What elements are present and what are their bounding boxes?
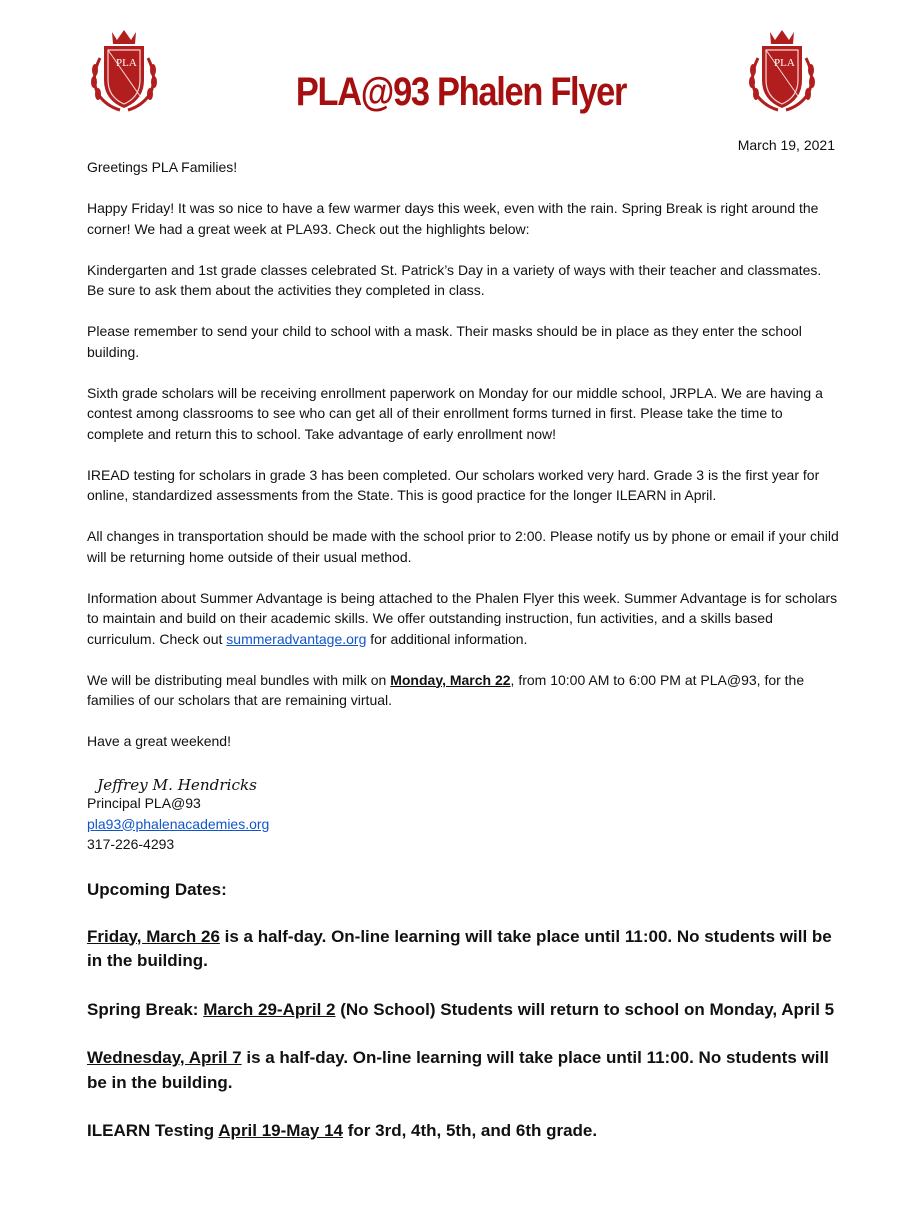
paragraph-intro: Happy Friday! It was so nice to have a few warmer days this week, even with the rain. Spring Break is right around the corner! We had a great week at PLA93. Check out the highlights below: bbox=[87, 200, 819, 237]
summer-text-end: for additional information. bbox=[366, 630, 528, 647]
upcoming-date: April 19-May 14 bbox=[218, 1121, 344, 1140]
meals-text: We will be distributing meal bundles with milk on bbox=[87, 671, 391, 688]
upcoming-item bbox=[87, 1046, 842, 1095]
summer-advantage-link[interactable]: summeradvantage.org bbox=[226, 630, 367, 647]
paragraph-transportation: All changes in transportation should be made with the school prior to 2:00. Please notify us by phone or email if your child will be returning home outside of their usual method. bbox=[87, 528, 839, 565]
flyer-title: PLA@93 Phalen Flyer bbox=[295, 70, 627, 114]
upcoming-prefix: Spring Break: bbox=[87, 999, 204, 1019]
upcoming-date: Wednesday, April 7 bbox=[87, 1048, 242, 1067]
upcoming-date: March 29-April 2 bbox=[203, 999, 336, 1019]
svg-text:PLA: PLA bbox=[116, 57, 137, 69]
greeting: Greetings PLA Families! bbox=[87, 159, 238, 175]
meals-text-end: , from 10:00 AM to 6:00 PM at PLA@93, for the families of our scholars that are remaining virtual. bbox=[87, 671, 805, 708]
letter-body bbox=[87, 157, 839, 855]
upcoming-heading: Upcoming Dates: bbox=[87, 880, 227, 899]
flyer-date: March 19, 2021 bbox=[737, 137, 835, 153]
upcoming-text: is a half-day. On-line learning will take place until 11:00. No students will be in the building. bbox=[87, 926, 832, 970]
svg-text:PLA: PLA bbox=[774, 57, 795, 69]
svg-text:Jeffrey M. Hendricks: Jeffrey M. Hendricks bbox=[97, 775, 257, 794]
paragraph-summer-advantage bbox=[87, 588, 839, 650]
upcoming-item bbox=[87, 925, 842, 974]
meal-date: Monday, March 22 bbox=[390, 671, 511, 688]
signer-title: Principal PLA@93 bbox=[87, 795, 201, 811]
upcoming-text: (No School) Students will return to school on Monday, April 5 bbox=[335, 999, 835, 1019]
upcoming-item bbox=[87, 1119, 842, 1144]
principal-email-link[interactable]: pla93@phalenacademies.org bbox=[87, 815, 270, 832]
upcoming-date: Friday, March 26 bbox=[87, 926, 220, 946]
summer-text: Information about Summer Advantage is being attached to the Phalen Flyer this week. Summer Advantage is for scholars to maintain and build on their academic skills. We offer outstanding instruction, fun activities, and a skills based curriculum. Check out bbox=[87, 589, 838, 647]
paragraph-st-patricks: Kindergarten and 1st grade classes celebrated St. Patrick’s Day in a variety of ways with their teacher and classmates. Be sure to ask them about the activities they completed in class. bbox=[87, 261, 822, 298]
paragraph-enrollment: Sixth grade scholars will be receiving enrollment paperwork on Monday for our middle school, JRPLA. We are having a contest among classrooms to see who can get all of their enrollment forms turned in first. Please take the time to complete and return this to school. Take advantage of early enrollment now! bbox=[87, 384, 823, 442]
principal-phone: 317-226-4293 bbox=[87, 836, 175, 852]
paragraph-meals bbox=[87, 670, 839, 711]
paragraph-iread: IREAD testing for scholars in grade 3 has been completed. Our scholars worked very hard. Grade 3 is the first year for online, standardized assessments from the State. This is good practice for the longer ILEARN in April. bbox=[87, 466, 820, 503]
upcoming-dates bbox=[87, 878, 842, 1168]
paragraph-masks: Please remember to send your child to school with a mask. Their masks should be in place as they enter the school building. bbox=[87, 323, 802, 360]
closing: Have a great weekend! bbox=[87, 733, 231, 749]
upcoming-text: is a half-day. On-line learning will take place until 11:00. No students will be in the building. bbox=[87, 1048, 829, 1092]
upcoming-text: for 3rd, 4th, 5th, and 6th grade. bbox=[343, 1121, 598, 1140]
upcoming-prefix: ILEARN Testing bbox=[87, 1121, 219, 1140]
upcoming-item bbox=[87, 998, 842, 1023]
